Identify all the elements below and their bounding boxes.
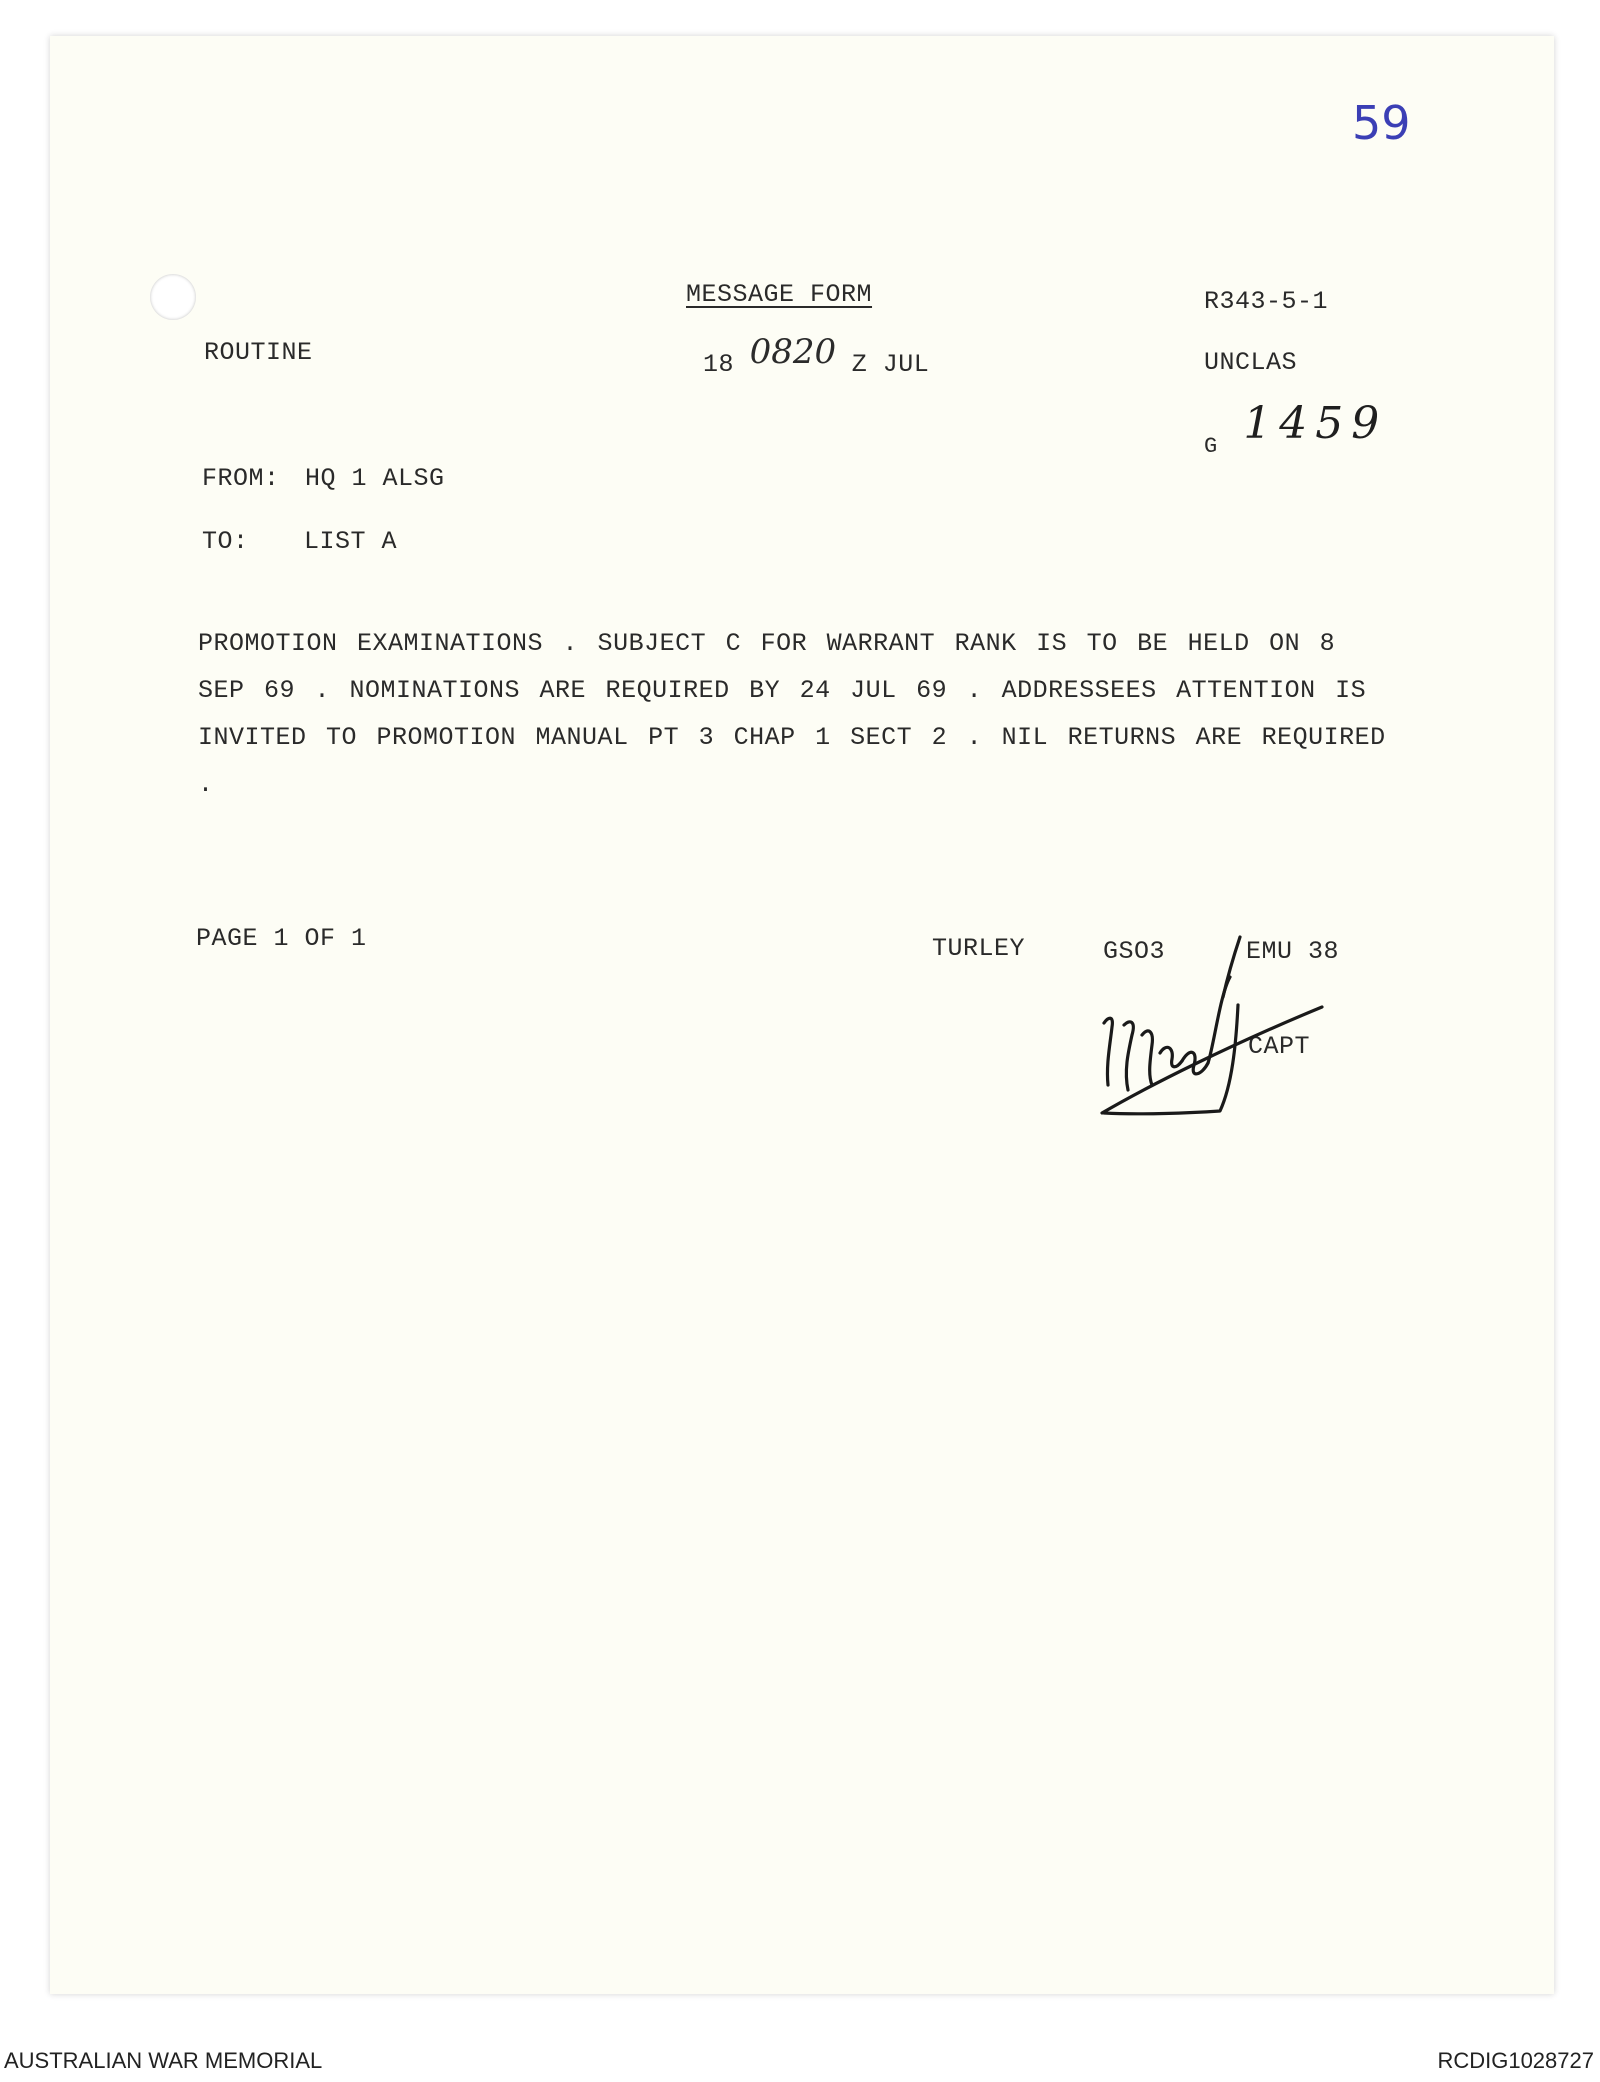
dtg-time-handwritten: 0820 xyxy=(749,332,837,372)
to-label: TO: xyxy=(202,527,249,556)
serial-prefix: G xyxy=(1204,434,1218,459)
footer-image-id: RCDIG1028727 xyxy=(1437,2048,1594,2073)
punch-hole xyxy=(150,274,196,320)
page-indicator: PAGE 1 OF 1 xyxy=(196,924,367,953)
to-line xyxy=(202,527,397,556)
originator-name: TURLEY xyxy=(932,934,1026,963)
date-time-group xyxy=(703,332,930,379)
file-reference: R343-5-1 xyxy=(1204,287,1329,316)
from-label: FROM: xyxy=(202,464,280,493)
to-value: LIST A xyxy=(304,527,398,556)
serial-number-handwritten: 1459 xyxy=(1243,398,1388,449)
signature-image xyxy=(1090,935,1330,1145)
dtg-day: 18 xyxy=(703,350,735,379)
serial-number xyxy=(1204,398,1388,459)
from-value: HQ 1 ALSG xyxy=(305,464,445,493)
message-body: PROMOTION EXAMINATIONS . SUBJECT C FOR WARRANT RANK IS TO BE HELD ON 8 SEP 69 . NOMINATIONS ARE REQUIRED BY 24 JUL 69 . ADDRESSEES ATTENTION IS INVITED TO PROMOTION MANUAL PT 3 CHAP 1 SECT 2 . NIL RETURNS ARE REQUIRED . xyxy=(198,629,1386,799)
dtg-suffix: Z JUL xyxy=(851,350,930,379)
originator-extension: EMU 38 xyxy=(1246,937,1340,966)
originator-appointment: GSO3 xyxy=(1103,937,1166,966)
classification: UNCLAS xyxy=(1204,348,1298,377)
originator-rank: CAPT xyxy=(1248,1032,1311,1061)
footer-institution: AUSTRALIAN WAR MEMORIAL xyxy=(4,2048,323,2073)
folio-number: 59 xyxy=(1352,96,1411,150)
form-title: MESSAGE FORM xyxy=(686,280,873,309)
priority: ROUTINE xyxy=(204,338,313,367)
from-line xyxy=(202,464,445,493)
